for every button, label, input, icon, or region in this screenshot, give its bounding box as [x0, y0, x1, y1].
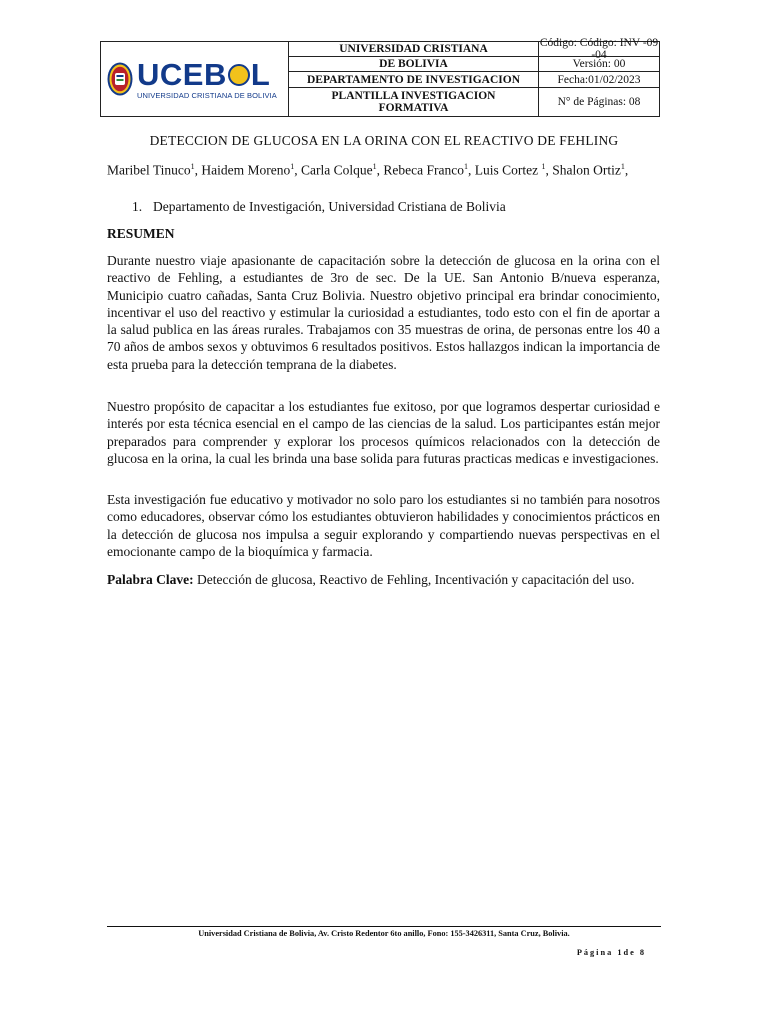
institution-line-1: UNIVERSIDAD CRISTIANA	[289, 42, 538, 57]
author-affiliation-mark: 1	[190, 162, 195, 171]
footer-divider	[107, 926, 661, 927]
author-separator: ,	[376, 162, 384, 178]
brand-globe-icon	[228, 64, 250, 86]
keywords-label: Palabra Clave:	[107, 572, 194, 587]
department-name: DEPARTAMENTO DE INVESTIGACION	[289, 72, 538, 88]
template-line-1: PLANTILLA INVESTIGACION	[331, 90, 496, 102]
header-table	[100, 37, 660, 117]
template-name	[289, 88, 538, 116]
brand-block	[137, 56, 277, 100]
author-list	[107, 158, 663, 179]
author-name: Maribel Tinuco	[107, 162, 191, 178]
brand-wordmark	[137, 56, 277, 92]
author-name: Rebeca Franco	[383, 162, 464, 178]
author-name: Luis Cortez	[474, 162, 542, 178]
author-separator: ,	[545, 162, 553, 178]
abstract-paragraph-2: Nuestro propósito de capacitar a los estudiantes fue exitoso, por que logramos despertar curiosidad e interés por esta técnica esencial en el campo de las ciencias de la salud. Los participantes están mejor preparados para comprender y explorar los procesos químicos relacionados con la detección de glucosa en la orina, la cual les brinda una base solida para futuras practicas medicas e investigaciones.	[107, 399, 660, 466]
university-seal-icon	[107, 62, 133, 96]
author-affiliation-mark: 1	[620, 162, 625, 171]
author-name: Carla Colque	[301, 162, 373, 178]
abstract-heading: RESUMEN	[107, 226, 175, 241]
institution-line-2: DE BOLIVIA	[289, 57, 538, 72]
author-separator: ,	[467, 162, 475, 178]
affiliation-text: Departamento de Investigación, Universidad Cristiana de Bolivia	[153, 199, 506, 214]
header-right-column	[539, 37, 659, 116]
author-affiliation-mark: 1	[290, 162, 295, 171]
author-affiliation-mark: 1	[463, 162, 468, 171]
document-title: DETECCION DE GLUCOSA EN LA ORINA CON EL REACTIVO DE FEHLING	[149, 133, 619, 148]
document-date: Fecha:01/02/2023	[539, 72, 659, 88]
logo-cell	[101, 42, 289, 116]
header-middle-column	[289, 42, 539, 116]
author-separator: ,	[194, 162, 202, 178]
template-line-2: FORMATIVA	[378, 102, 449, 114]
brand-text: UCEB	[137, 56, 227, 92]
abstract-paragraph-1: Durante nuestro viaje apasionante de capacitación sobre la detección de glucosa en la orina con el reactivo de Fehling, a estudiantes de 3ro de sec. De la UE. San Antonio B/nueva esperanza, Municipio cuatro cañadas, Santa Cruz Bolivia. Nuestro objetivo principal era brindar conocimiento, incentivar el uso del reactivo y estimular la curiosidad a estudiantes, todo esto con el fin de aportar a la salud publica en las áreas rurales. Trabajamos con 35 muestras de orina, de personas entre los 40 a 70 años de ambos sexos y obtuvimos 6 resultados positivos. Estos hallazgos indican la importancia de esta prueba para la detección temprana de la diabetes.	[107, 253, 660, 372]
footer-address: Universidad Cristiana de Bolivia, Av. Cristo Redentor 6to anillo, Fono: 155-3426311, Santa Cruz, Bolivia.	[198, 929, 570, 938]
page-count: N° de Páginas: 08	[557, 96, 641, 108]
author-separator: ,	[624, 162, 629, 178]
keywords-text: Detección de glucosa, Reactivo de Fehling, Incentivación y capacitación del uso.	[197, 572, 635, 587]
author-affiliation-mark: 1	[541, 162, 546, 171]
author-separator: ,	[294, 162, 301, 178]
page-number: Página 1de 8	[576, 948, 646, 957]
document-version: Versión: 00	[539, 57, 659, 72]
brand-subtitle: UNIVERSIDAD CRISTIANA DE BOLIVIA	[137, 90, 277, 100]
author-name: Shalon Ortiz	[552, 162, 621, 178]
affiliation	[132, 199, 506, 215]
brand-text-end: L	[250, 56, 271, 92]
abstract-paragraph-3: Esta investigación fue educativo y motivador no solo paro los estudiantes si no también para nosotros como educadores, observar cómo los estudiantes obtuvieron habilidades y conocimientos prácticos en la detección de glucosa nos impulsa a seguir explorando y compartiendo nuevas perspectivas en el emocionante campo de la bioquímica y farmacia.	[107, 492, 660, 559]
document-code: Código: Código: INV -09 -04	[539, 37, 659, 61]
author-affiliation-mark: 1	[372, 162, 377, 171]
affiliation-number: 1.	[132, 199, 143, 214]
author-name: Haidem Moreno	[201, 162, 291, 178]
university-logo	[107, 56, 277, 100]
keywords-paragraph	[107, 571, 660, 588]
